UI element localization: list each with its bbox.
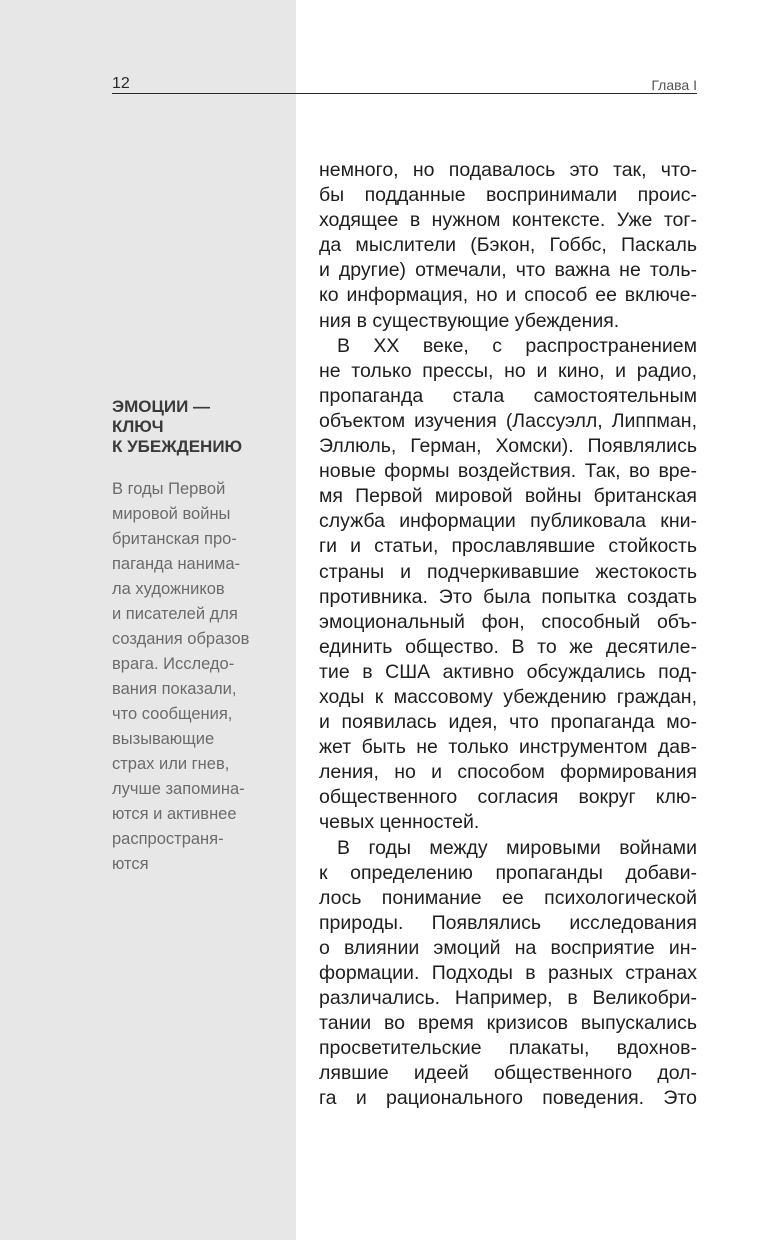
main-text-line: единить общество. В то же десятиле- — [319, 635, 697, 658]
main-text-line: различались. Например, в Великобри- — [319, 987, 697, 1010]
main-text-line: не только прессы, но и кино, и радио, — [319, 359, 697, 382]
main-text-line: противника. Это была попытка создать — [319, 585, 697, 608]
sidebar-text-line: вызывающие — [112, 730, 215, 748]
sidebar-text-line: врага. Исследо- — [112, 655, 235, 673]
sidebar-heading-line: КЛЮЧ — [112, 417, 164, 436]
sidebar-text-line: британская про- — [112, 530, 237, 548]
main-text-line: общественного согласия вокруг клю- — [319, 786, 697, 809]
sidebar-text-line: мировой войны — [112, 505, 231, 523]
sidebar-heading-line: К УБЕЖДЕНИЮ — [112, 437, 243, 456]
main-text-line: служба информации публиковала кни- — [319, 510, 697, 533]
sidebar-text-line: распространя- — [112, 830, 224, 848]
main-text-line: и другие) отмечали, что важна не толь- — [319, 259, 697, 282]
sidebar-text-line: В годы Первой — [112, 480, 226, 498]
chapter-label: Глава I — [651, 77, 697, 93]
main-text-line: природы. Появлялись исследования — [319, 911, 697, 934]
sidebar-text-line: ются и активнее — [112, 805, 237, 823]
sidebar-text-line: что сообщения, — [112, 705, 233, 723]
sidebar-text-line: и писателей для — [112, 605, 238, 623]
main-text-line: ко информация, но и способ ее включе- — [319, 284, 697, 307]
page-number: 12 — [112, 75, 130, 92]
header-rule — [112, 93, 697, 94]
main-text-line: ги и статьи, прославлявшие стойкость — [319, 535, 697, 558]
main-text-line: немного, но подавалось это так, что- — [319, 159, 697, 181]
main-text-line: чевых ценностей. — [319, 811, 480, 834]
sidebar-text-line: лучше запомина- — [112, 780, 245, 798]
main-text-line: тие в США активно обсуждались под- — [319, 660, 697, 683]
sidebar-heading — [112, 397, 282, 457]
main-text-line: жет быть не только инструментом дав- — [319, 736, 697, 759]
main-text-line: к определению пропаганды добави- — [319, 861, 697, 884]
sidebar-text-line: паганда нанима- — [112, 555, 241, 573]
sidebar-text-line: ла художников — [112, 580, 225, 598]
main-text-line: и появилась идея, что пропаганда мо- — [319, 711, 697, 734]
main-text-line: эмоциональный фон, способный объ- — [319, 610, 697, 633]
main-text-line: ления, но и способом формирования — [319, 761, 697, 784]
main-text-line: пропаганда стала самостоятельным — [319, 384, 697, 407]
main-text-line: тании во время кризисов выпускались — [319, 1012, 697, 1035]
sidebar-text — [112, 477, 282, 877]
sidebar-text-line: вания показали, — [112, 680, 237, 698]
main-text-line: ходящее в нужном контексте. Уже тог- — [319, 209, 697, 232]
main-text-line: страны и подчеркивавшие жестокость — [319, 560, 697, 583]
sidebar-text-line: ются — [112, 855, 149, 873]
main-text-line: Эллюль, Герман, Хомски). Появлялись — [319, 435, 697, 458]
main-text-line: бы подданные воспринимали проис- — [319, 184, 697, 207]
main-text-line: объектом изучения (Лассуэлл, Липпман, — [319, 409, 697, 432]
main-text-column — [319, 158, 697, 1112]
main-text-line: лось понимание ее психологической — [319, 886, 697, 909]
page-header — [112, 72, 697, 94]
main-text-line: формации. Подходы в разных странах — [319, 962, 697, 984]
main-text-line: о влиянии эмоций на восприятие ин- — [319, 936, 697, 959]
main-text-line: ходы к массовому убеждению граждан, — [319, 685, 697, 708]
main-text-line: В годы между мировыми войнами — [337, 836, 697, 859]
sidebar-text-line: создания образов — [112, 630, 250, 648]
sidebar-heading-line: ЭМОЦИИ — — [112, 397, 211, 416]
main-text-line: просветительские плакаты, вдохнов- — [319, 1037, 697, 1060]
main-text-line: В XX веке, с распространением — [337, 334, 697, 357]
sidebar-text-line: страх или гнев, — [112, 755, 230, 773]
main-text-line: новые формы воздействия. Так, во вре- — [319, 460, 697, 483]
main-text-line: га и рационального поведения. Это — [319, 1087, 697, 1110]
main-text-line: да мыслители (Бэкон, Гоббс, Паскаль — [319, 234, 697, 257]
main-text-line: лявшие идеей общественного дол- — [319, 1062, 697, 1085]
main-text-line: ния в существующие убеждения. — [319, 309, 620, 332]
main-text-line: мя Первой мировой войны британская — [319, 485, 697, 508]
